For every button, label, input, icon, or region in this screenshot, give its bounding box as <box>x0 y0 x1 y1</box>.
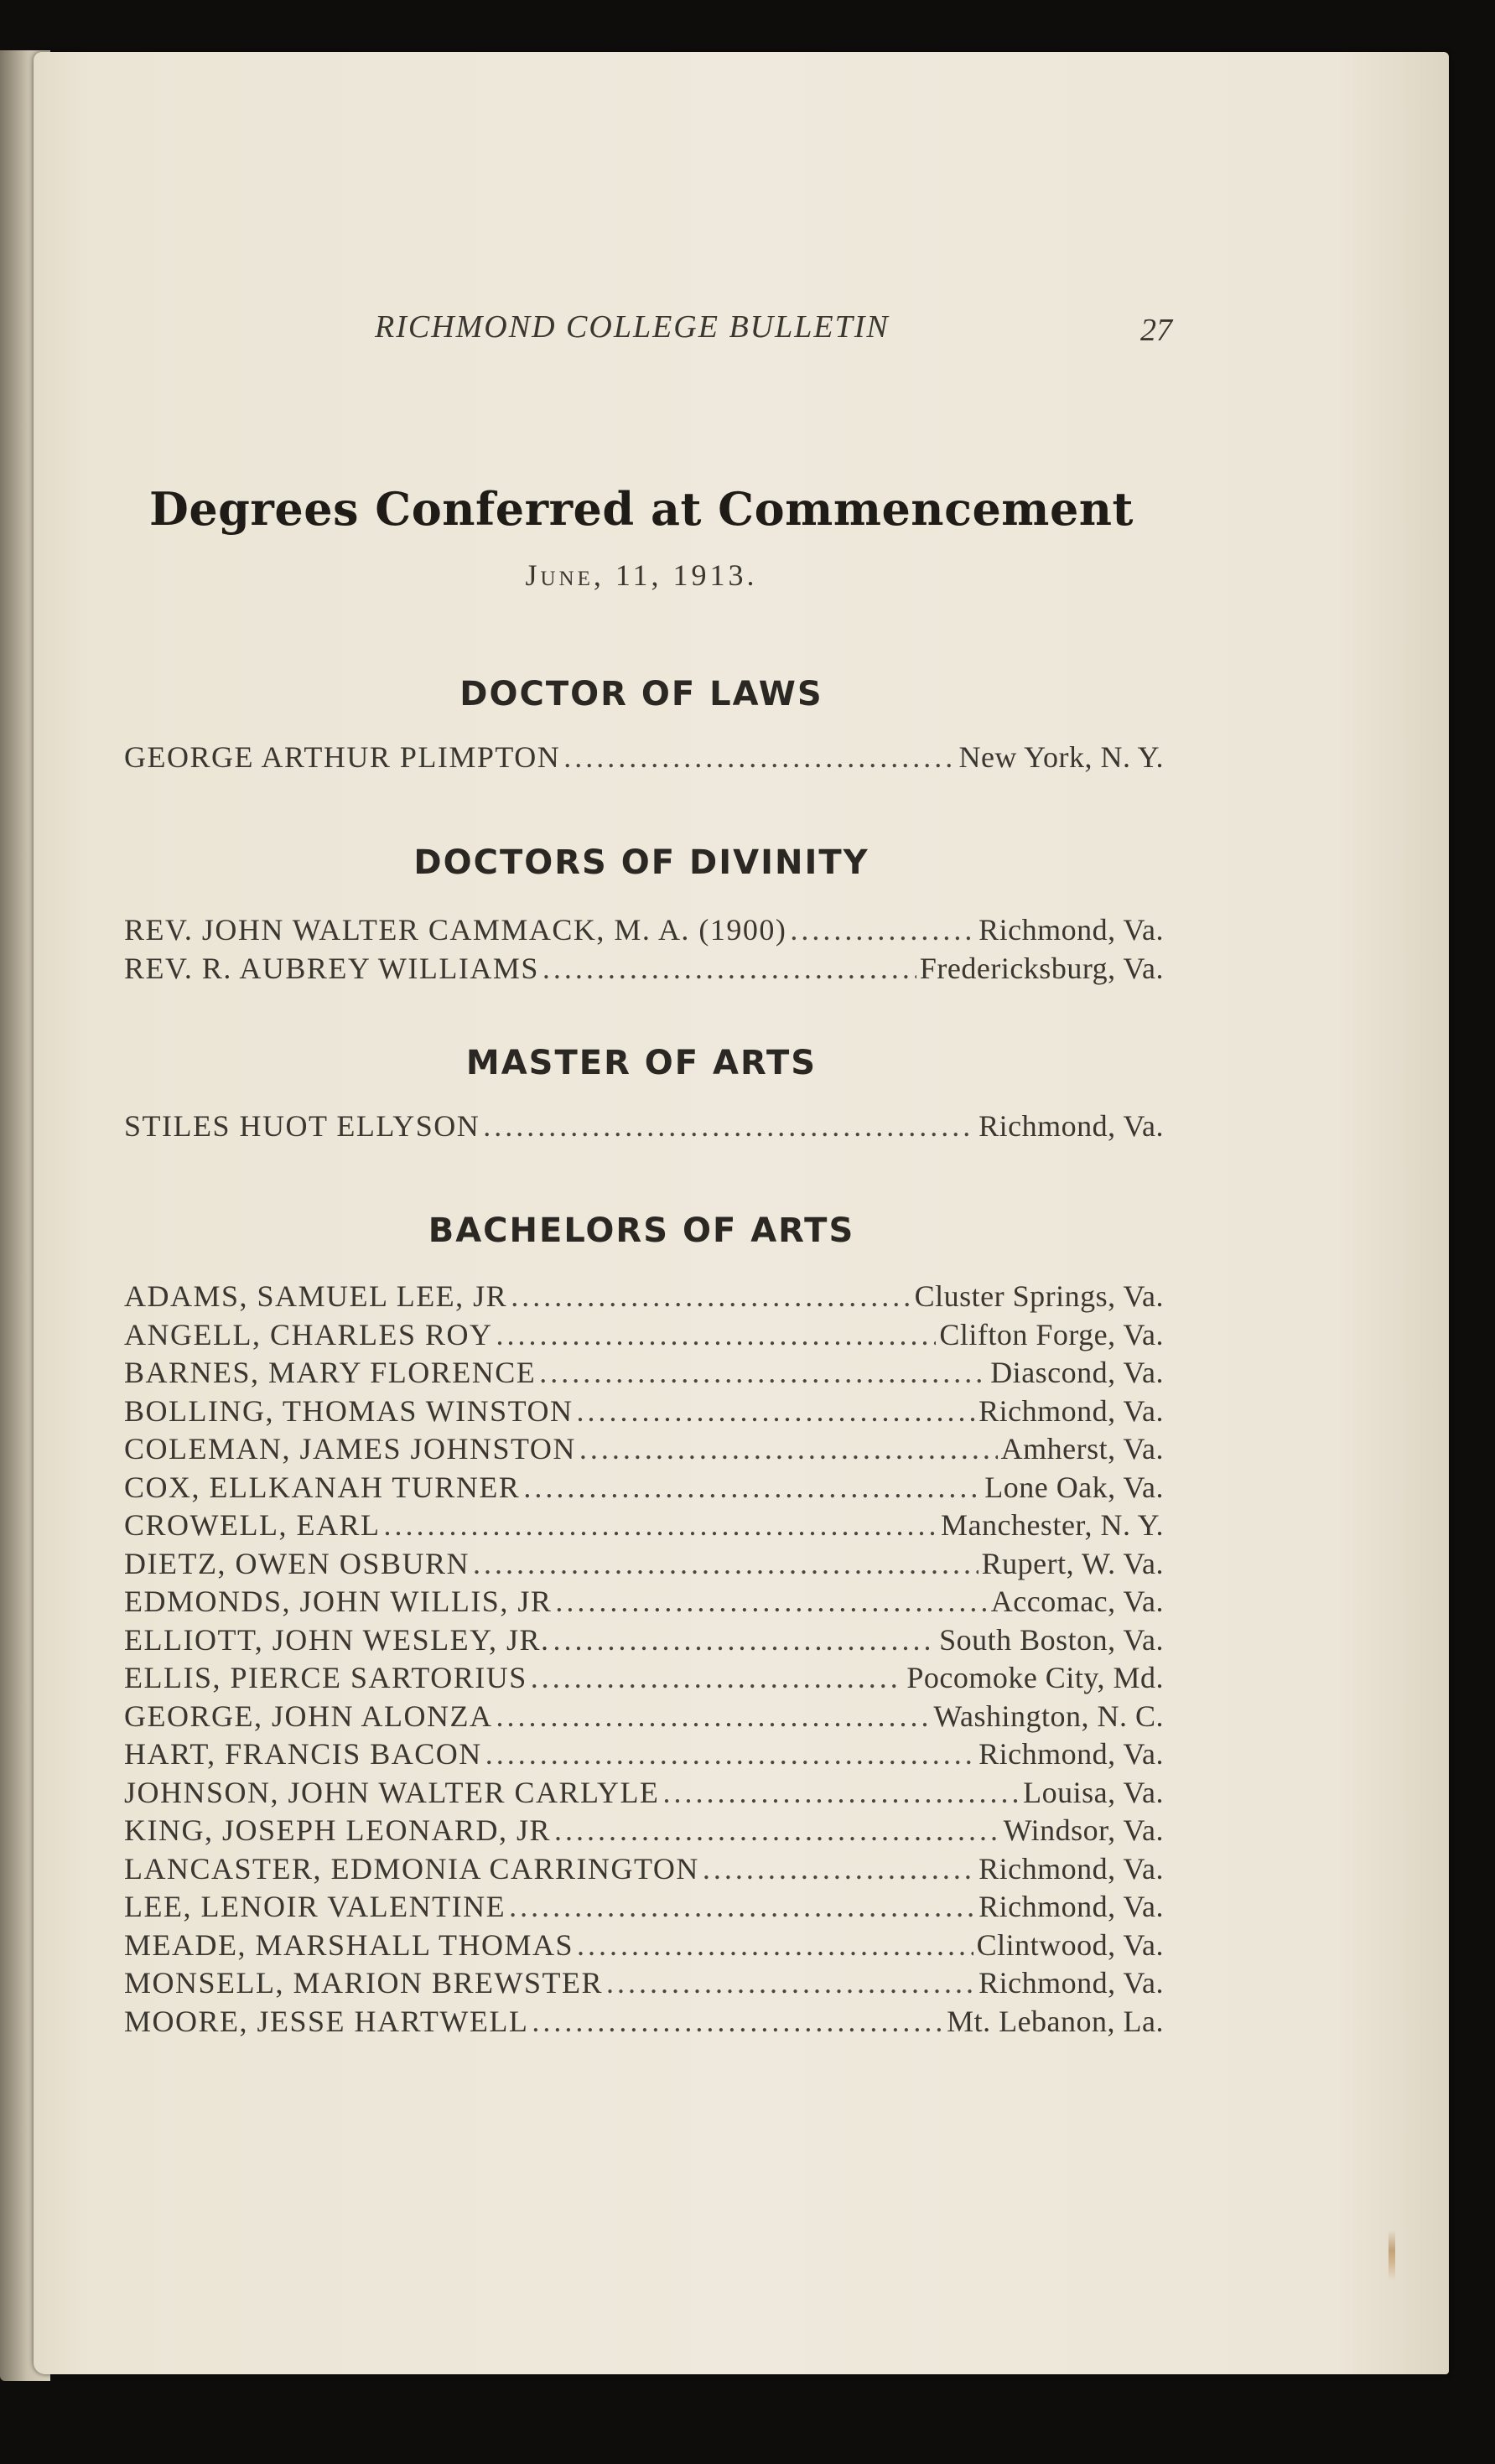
section-heading-doctor-of-laws: DOCTOR OF LAWS <box>459 675 823 713</box>
dot-leader <box>383 1507 937 1543</box>
recipient-name: ELLIS, PIERCE SARTORIUS <box>124 1661 527 1694</box>
dot-leader <box>473 1546 978 1581</box>
degree-entry <box>124 1622 1164 1661</box>
recipient-hometown: South Boston, Va. <box>939 1622 1164 1657</box>
recipient-hometown: Accomac, Va. <box>990 1585 1164 1618</box>
recipient-name: REV. R. AUBREY WILLIAMS <box>124 951 539 985</box>
page-number: 27 <box>1140 313 1172 348</box>
dot-leader <box>523 1470 981 1505</box>
recipient-name: EDMONDS, JOHN WILLIS, JR <box>124 1585 553 1618</box>
degree-entry <box>124 1470 1164 1508</box>
degree-entry <box>124 1108 1164 1147</box>
recipient-name: ADAMS, SAMUEL LEE, JR <box>124 1279 508 1313</box>
recipient-hometown: Mt. Lebanon, La. <box>947 2004 1164 2038</box>
recipient-name: KING, JOSEPH LEONARD, JR <box>124 1813 552 1847</box>
recipient-hometown: New York, N. Y. <box>958 740 1164 774</box>
section-heading-bachelors-of-arts: BACHELORS OF ARTS <box>428 1211 855 1250</box>
dot-leader <box>577 1393 976 1429</box>
section-heading-doctors-of-divinity: DOCTORS OF DIVINITY <box>413 843 869 882</box>
dot-leader <box>539 1355 987 1390</box>
dot-leader <box>509 1889 975 1924</box>
degree-entry <box>124 1927 1164 1966</box>
recipient-name: LEE, LENOIR VALENTINE <box>124 1890 506 1923</box>
degree-entry <box>124 1317 1164 1356</box>
recipient-hometown: Richmond, Va. <box>978 1851 1164 1886</box>
recipient-hometown: Richmond, Va. <box>978 1109 1164 1143</box>
recipient-hometown: Lone Oak, Va. <box>984 1470 1164 1504</box>
recipient-name: REV. JOHN WALTER CAMMACK, M. A. (1900) <box>124 913 787 947</box>
recipient-hometown: Clifton Forge, Va. <box>939 1317 1164 1351</box>
degree-entry <box>124 1507 1164 1546</box>
degree-entry <box>124 1546 1164 1585</box>
recipient-name: BOLLING, THOMAS WINSTON <box>124 1393 574 1428</box>
recipient-hometown: Diascond, Va. <box>990 1356 1164 1389</box>
dot-leader <box>579 1431 998 1466</box>
recipient-name: ANGELL, CHARLES ROY <box>124 1317 493 1351</box>
degree-entry <box>124 1699 1164 1737</box>
recipient-hometown: Richmond, Va. <box>978 913 1164 947</box>
dot-leader <box>532 2004 943 2039</box>
recipient-name: COLEMAN, JAMES JOHNSTON <box>124 1432 576 1465</box>
running-head <box>0 309 1495 350</box>
dot-leader <box>531 1660 904 1695</box>
degree-entry <box>124 1431 1164 1470</box>
recipient-name: DIETZ, OWEN OSBURN <box>124 1546 470 1580</box>
recipient-name: MEADE, MARSHALL THOMAS <box>124 1927 574 1962</box>
dot-leader <box>511 1279 911 1314</box>
dot-leader <box>554 1813 1000 1848</box>
degree-entry <box>124 1851 1164 1890</box>
degree-entry <box>124 739 1164 778</box>
recipient-name: JOHNSON, JOHN WALTER CARLYLE <box>124 1775 660 1809</box>
degree-entry <box>124 1775 1164 1813</box>
degree-entry <box>124 1889 1164 1927</box>
recipient-hometown: Fredericksburg, Va. <box>919 951 1164 985</box>
page-title: Degrees Conferred at Commencement <box>148 482 1134 536</box>
recipient-name: MOORE, JESSE HARTWELL <box>124 2004 529 2038</box>
degree-entry <box>124 1736 1164 1775</box>
degree-entry <box>124 1279 1164 1317</box>
recipient-name: GEORGE ARTHUR PLIMPTON <box>124 740 561 774</box>
dot-leader <box>703 1851 975 1886</box>
recipient-name: HART, FRANCIS BACON <box>124 1737 482 1771</box>
degree-entry <box>124 2004 1164 2042</box>
recipient-hometown: Amherst, Va. <box>1000 1432 1164 1465</box>
dot-leader <box>563 739 955 775</box>
recipient-hometown: Clintwood, Va. <box>976 1927 1164 1962</box>
running-title: RICHMOND COLLEGE BULLETIN <box>375 309 890 345</box>
dot-leader <box>542 951 916 986</box>
recipient-hometown: Louisa, Va. <box>1023 1775 1164 1809</box>
recipient-hometown: Richmond, Va. <box>978 1966 1164 2000</box>
entry-list-doctor-of-laws <box>124 739 1164 778</box>
commencement-date: June, 11, 1913. <box>525 558 758 592</box>
dot-leader <box>485 1736 975 1771</box>
dot-leader <box>606 1965 975 2000</box>
entry-list-doctors-of-divinity <box>124 912 1164 988</box>
dot-leader <box>662 1775 1020 1810</box>
degree-entry <box>124 1813 1164 1851</box>
recipient-name: LANCASTER, EDMONIA CARRINGTON <box>124 1851 699 1886</box>
recipient-hometown: Cluster Springs, Va. <box>914 1279 1164 1313</box>
entry-list-master-of-arts <box>124 1108 1164 1147</box>
dot-leader <box>496 1317 937 1352</box>
dot-leader <box>577 1927 973 1963</box>
degree-entry <box>124 1965 1164 2004</box>
recipient-hometown: Richmond, Va. <box>978 1890 1164 1923</box>
degree-entry <box>124 1355 1164 1393</box>
page-stain <box>1389 2230 1395 2280</box>
dot-leader <box>555 1584 987 1619</box>
dot-leader <box>553 1622 936 1657</box>
recipient-hometown: Richmond, Va. <box>978 1393 1164 1428</box>
recipient-hometown: Rupert, W. Va. <box>981 1546 1164 1580</box>
degree-entry <box>124 1393 1164 1432</box>
recipient-hometown: Washington, N. C. <box>933 1699 1164 1733</box>
recipient-name: BARNES, MARY FLORENCE <box>124 1356 537 1389</box>
recipient-name: ELLIOTT, JOHN WESLEY, JR. <box>124 1622 550 1657</box>
recipient-name: STILES HUOT ELLYSON <box>124 1109 480 1143</box>
recipient-hometown: Windsor, Va. <box>1003 1813 1164 1847</box>
dot-leader <box>483 1108 975 1144</box>
recipient-name: COX, ELLKANAH TURNER <box>124 1470 521 1504</box>
recipient-hometown: Richmond, Va. <box>978 1737 1164 1771</box>
recipient-name: GEORGE, JOHN ALONZA <box>124 1699 493 1733</box>
dot-leader <box>790 912 975 947</box>
recipient-name: MONSELL, MARION BREWSTER <box>124 1966 604 2000</box>
section-heading-master-of-arts: MASTER OF ARTS <box>465 1044 818 1082</box>
degree-entry <box>124 1660 1164 1699</box>
recipient-name: CROWELL, EARL <box>124 1508 381 1542</box>
recipient-hometown: Manchester, N. Y. <box>940 1508 1164 1542</box>
entry-list-bachelors-of-arts <box>124 1279 1164 2041</box>
degree-entry <box>124 1584 1164 1622</box>
degree-entry <box>124 912 1164 951</box>
recipient-hometown: Pocomoke City, Md. <box>906 1661 1164 1694</box>
degree-entry <box>124 951 1164 989</box>
dot-leader <box>496 1699 930 1734</box>
